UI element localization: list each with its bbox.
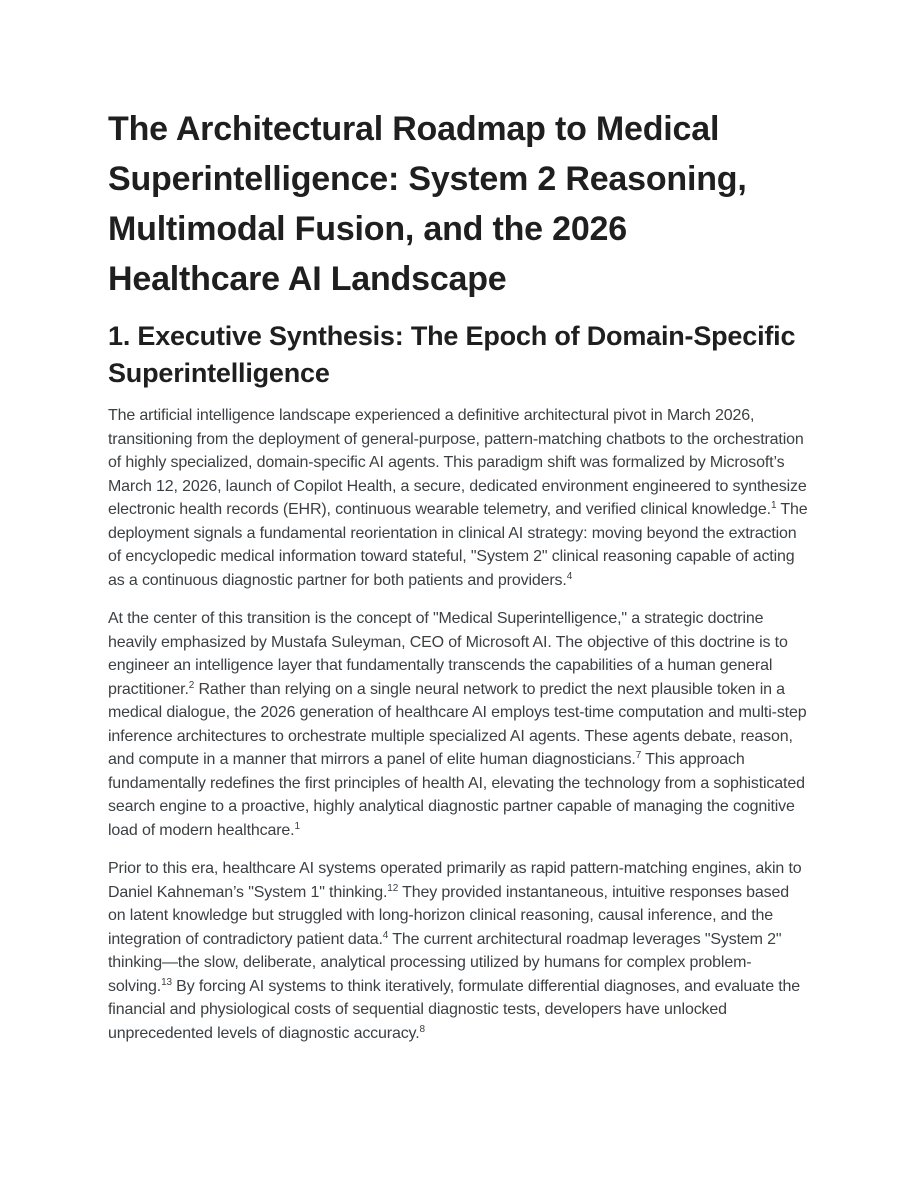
- document-title: [108, 104, 810, 304]
- text-run: They provided instantaneous, intuitive responses based on latent knowledge but struggled with long-horizon clinical reasoning, causal inference, and the integration of contradictory patient data.: [108, 883, 789, 948]
- citation-superscript: 12: [387, 882, 399, 894]
- text-run: Prior to this era, healthcare AI systems operated primarily as rapid pattern-matching engines, akin to Daniel Kahneman’s "System 1" thinking.: [108, 860, 802, 901]
- paragraph: [108, 404, 810, 592]
- section-body: [108, 404, 810, 1045]
- section-heading-executive-synthesis: [108, 318, 810, 392]
- text-line: Superintelligence: System 2 Reasoning,: [108, 160, 747, 198]
- text-line: 1. Executive Synthesis: The Epoch of Domain-Specific: [108, 321, 796, 351]
- citation-superscript: 1: [294, 820, 300, 832]
- citation-superscript: 4: [566, 570, 573, 582]
- citation-superscript: 13: [161, 976, 172, 988]
- text-line: Healthcare AI Landscape: [108, 260, 507, 298]
- text-run: Rather than relying on a single neural network to predict the next plausible token in a medical dialogue, the 2026 generation of healthcare AI employs test-time computation and multi-step inference architectures to orchestrate multiple specialized AI agents. These agents debate, reason, and compute in a manner that mirrors a panel of elite human diagnosticians.: [108, 680, 807, 768]
- citation-superscript: 7: [635, 750, 642, 761]
- citation-superscript: 4: [382, 929, 389, 941]
- text-run: By forcing AI systems to think iteratively, formulate differential diagnoses, and evaluate the financial and physiological costs of sequential diagnostic tests, developers have unlocked unprecedented levels of diagnostic accuracy.: [108, 977, 801, 1042]
- text-line: The Architectural Roadmap to Medical: [108, 110, 720, 148]
- citation-superscript: 2: [188, 679, 195, 691]
- citation-superscript: 1: [770, 500, 777, 511]
- text-line: Superintelligence: [108, 358, 330, 388]
- text-line: Multimodal Fusion, and the 2026: [108, 210, 627, 248]
- paragraph: [108, 857, 810, 1045]
- paragraph: [108, 607, 810, 842]
- text-run: The artificial intelligence landscape experienced a definitive architectural pivot in March 2026, transitioning from the deployment of general-purpose, pattern-matching chatbots to the orchestration of highly specialized, domain-specific AI agents. This paradigm shift was formalized by Microsoft’s March 12, 2026, launch of Copilot Health, a secure, dedicated environment engineered to synthesize electronic health records (EHR), continuous wearable telemetry, and verified clinical knowledge.: [108, 407, 807, 518]
- text-run: This approach fundamentally redefines the first principles of health AI, elevating the technology from a sophisticated search engine to a proactive, highly analytical diagnostic partner capable of managing the cognitive load of modern healthcare.: [108, 751, 805, 839]
- citation-superscript: 8: [419, 1023, 425, 1035]
- text-run: At the center of this transition is the concept of "Medical Superintelligence," a strategic doctrine heavily emphasized by Mustafa Suleyman, CEO of Microsoft AI. The objective of this doctrine is to engineer an intelligence layer that fundamentally transcends the capabilities of a human general practitioner.: [108, 610, 788, 698]
- text-run: The current architectural roadmap leverages "System 2" thinking—the slow, deliberate, analytical processing utilized by humans for complex problem-solving.: [108, 930, 782, 995]
- text-run: The deployment signals a fundamental reorientation in clinical AI strategy: moving beyond the extraction of encyclopedic medical information toward stateful, "System 2" clinical reasoning capable of acting as a continuous diagnostic partner for both patients and providers.: [108, 501, 808, 589]
